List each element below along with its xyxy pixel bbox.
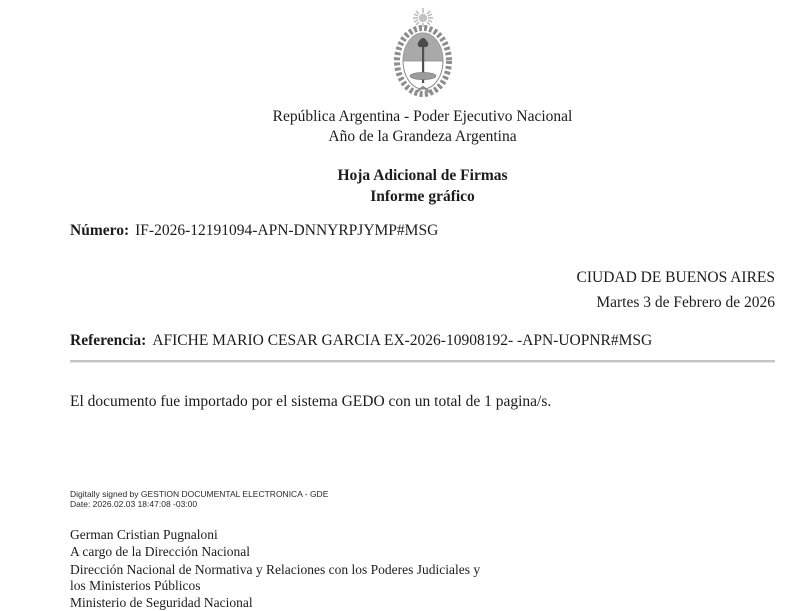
signer-name: German Cristian Pugnaloni [70, 527, 775, 544]
argentina-coat-of-arms-icon [380, 85, 466, 102]
body-paragraph: El documento fue importado por el sistema GEDO con un total de 1 pagina/s. [70, 392, 775, 412]
referencia-label: Referencia: [70, 332, 146, 349]
signer-role: A cargo de la Dirección Nacional [70, 544, 775, 561]
date-line: Martes 3 de Febrero de 2026 [70, 290, 775, 315]
numero-label: Número: [70, 222, 129, 239]
signer-office-line1: Dirección Nacional de Normativa y Relaciones con los Poderes Judiciales y [70, 562, 775, 579]
city-line: CIUDAD DE BUENOS AIRES [70, 265, 775, 290]
numero-row [70, 221, 775, 241]
document-subtitle: Informe gráfico [70, 186, 775, 207]
referencia-value: AFICHE MARIO CESAR GARCIA EX-2026-10908192- -APN-UOPNR#MSG [152, 332, 652, 349]
digital-signature-line2: Date: 2026.02.03 18:47:08 -03:00 [70, 499, 775, 509]
digital-signature-stamp [70, 489, 775, 509]
numero-value: IF-2026-12191094-APN-DNNYRPJYMP#MSG [135, 222, 438, 239]
horizontal-divider [70, 360, 775, 363]
place-date-block [70, 265, 775, 315]
coat-of-arms-container [70, 0, 775, 103]
document-title: Hoja Adicional de Firmas [70, 165, 775, 186]
header-line-year: Año de la Grandeza Argentina [70, 127, 775, 147]
signer-ministry: Ministerio de Seguridad Nacional [70, 595, 775, 611]
header-line-republic: República Argentina - Poder Ejecutivo Nacional [70, 107, 775, 127]
title-block [70, 165, 775, 207]
digital-signature-line1: Digitally signed by GESTION DOCUMENTAL ELECTRONICA - GDE [70, 489, 775, 499]
header-block [70, 107, 775, 147]
referencia-row [70, 331, 775, 351]
signer-block [70, 527, 775, 611]
signer-office-line2: los Ministerios Públicos [70, 578, 775, 595]
